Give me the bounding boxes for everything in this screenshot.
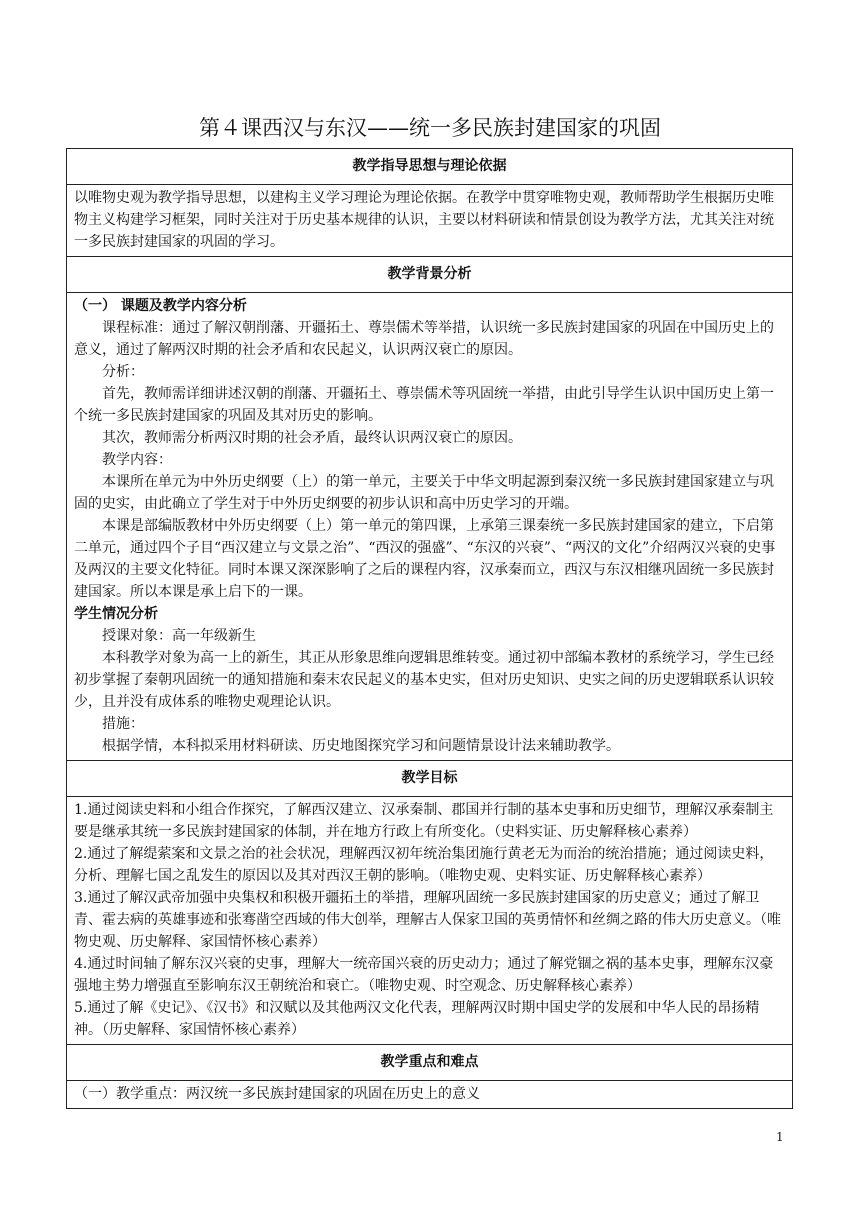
objective-item: 3.通过了解汉武帝加强中央集权和积极开疆拓土的举措，理解巩固统一多民族封建国家的历史意义；通过了解卫青、霍去病的英雄事迹和张骞凿空西域的伟大创举，理解古人保家卫国的英勇情怀和丝绸之路的伟大历史意义。（唯物史观、历史解释、家国情怀核心素养） (74, 890, 781, 950)
lesson-plan-table (66, 148, 793, 1109)
key-points-cell (67, 1081, 793, 1109)
objective-item: 1.通过阅读史料和小组合作探究，了解西汉建立、汉承秦制、郡国并行制的基本史事和历史细节，理解汉承秦制主要是继承其统一多民族封建国家的体制，并在地方行政上有所变化。（史料实证、历史解释核心素养） (74, 802, 774, 840)
paragraph: 本科教学对象为高一上的新生，其正从形象思维向逻辑思维转变。通过初中部编本教材的系统学习，学生已经初步掌握了秦朝巩固统一的通知措施和秦末农民起义的基本史实，但对历史知识、史实之间的历史逻辑联系认识较少，且并没有成体系的唯物史观理论认识。 (74, 650, 774, 710)
paragraph: 本课是部编版教材中外历史纲要（上）第一单元的第四课，上承第三课秦统一多民族封建国家的建立，下启第二单元，通过四个子目“西汉建立与文景之治”、“西汉的强盛”、“东汉的兴衰”、“两汉的文化”介绍两汉兴衰的史事及两汉的主要文化特征。同时本课又深深影响了之后的课程内容，汉承秦而立，西汉与东汉相继巩固统一多民族封建国家。所以本课是承上启下的一课。 (74, 518, 776, 600)
section-heading-guiding-thought: 教学指导思想与理论依据 (67, 149, 793, 185)
subheading-student-analysis: 学生情况分析 (74, 606, 158, 622)
paragraph: 根据学情，本科拟采用材料研读、历史地图探究学习和问题情景设计法来辅助教学。 (102, 738, 620, 754)
page-title: 第４课西汉与东汉——统一多民族封建国家的巩固 (199, 116, 661, 140)
paragraph: 教学内容： (102, 452, 172, 468)
section-heading-background: 教学背景分析 (67, 257, 793, 293)
section-heading-objectives: 教学目标 (67, 761, 793, 797)
paragraph: 本课所在单元为中外历史纲要（上）的第一单元，主要关于中华文明起源到秦汉统一多民族封建国家建立与巩固的史实，由此确立了学生对于中外历史纲要的初步认识和高中历史学习的开端。 (74, 474, 774, 512)
subheading-topic-analysis: （一） 课题及教学内容分析 (74, 298, 247, 314)
paragraph: 课程标准：通过了解汉朝削藩、开疆拓土、尊崇儒术等举措，认识统一多民族封建国家的巩固在中国历史上的意义，通过了解两汉时期的社会矛盾和农民起义，认识两汉衰亡的原因。 (74, 320, 774, 358)
page-number: 1 (776, 1130, 784, 1144)
paragraph: 措施： (102, 716, 144, 732)
guiding-thought-text (67, 185, 793, 257)
background-analysis-cell (67, 293, 793, 761)
paragraph: 其次，教师需分析两汉时期的社会矛盾，最终认识两汉衰亡的原因。 (102, 430, 522, 446)
key-point-text: （一）教学重点：两汉统一多民族封建国家的巩固在历史上的意义 (74, 1086, 480, 1102)
objective-item: 2.通过了解缇萦案和文景之治的社会状况，理解西汉初年统治集团施行黄老无为而治的统治措施；通过阅读史料，分析、理解七国之乱发生的原因以及其对西汉王朝的影响。（唯物史观、史料实证、历史解释核心素养） (74, 846, 774, 884)
objectives-cell (67, 797, 793, 1045)
objective-item: 4.通过时间轴了解东汉兴衰的史事，理解大一统帝国兴衰的历史动力；通过了解党锢之祸的基本史事，理解东汉豪强地主势力增强直至影响东汉王朝统治和衰亡。（唯物史观、时空观念、历史解释核心素养） (74, 956, 774, 994)
objective-item: 5.通过了解《史记》、《汉书》和汉赋以及其他两汉文化代表，理解两汉时期中国史学的发展和中华人民的昂扬精神。（历史解释、家国情怀核心素养） (74, 1000, 760, 1038)
paragraph: 首先，教师需详细讲述汉朝的削藩、开疆拓土、尊崇儒术等巩固统一举措，由此引导学生认识中国历史上第一个统一多民族封建国家的巩固及其对历史的影响。 (74, 386, 774, 424)
paragraph: 授课对象：高一年级新生 (102, 628, 256, 644)
paragraph: 分析： (102, 364, 144, 380)
guiding-thought-paragraph: 以唯物史观为教学指导思想，以建构主义学习理论为理论依据。在教学中贯穿唯物史观，教师帮助学生根据历史唯物主义构建学习框架，同时关注对于历史基本规律的认识，主要以材料研读和情景创设为教学方法，尤其关注对统一多民族封建国家的巩固的学习。 (74, 190, 774, 250)
section-heading-key-points: 教学重点和难点 (67, 1045, 793, 1081)
